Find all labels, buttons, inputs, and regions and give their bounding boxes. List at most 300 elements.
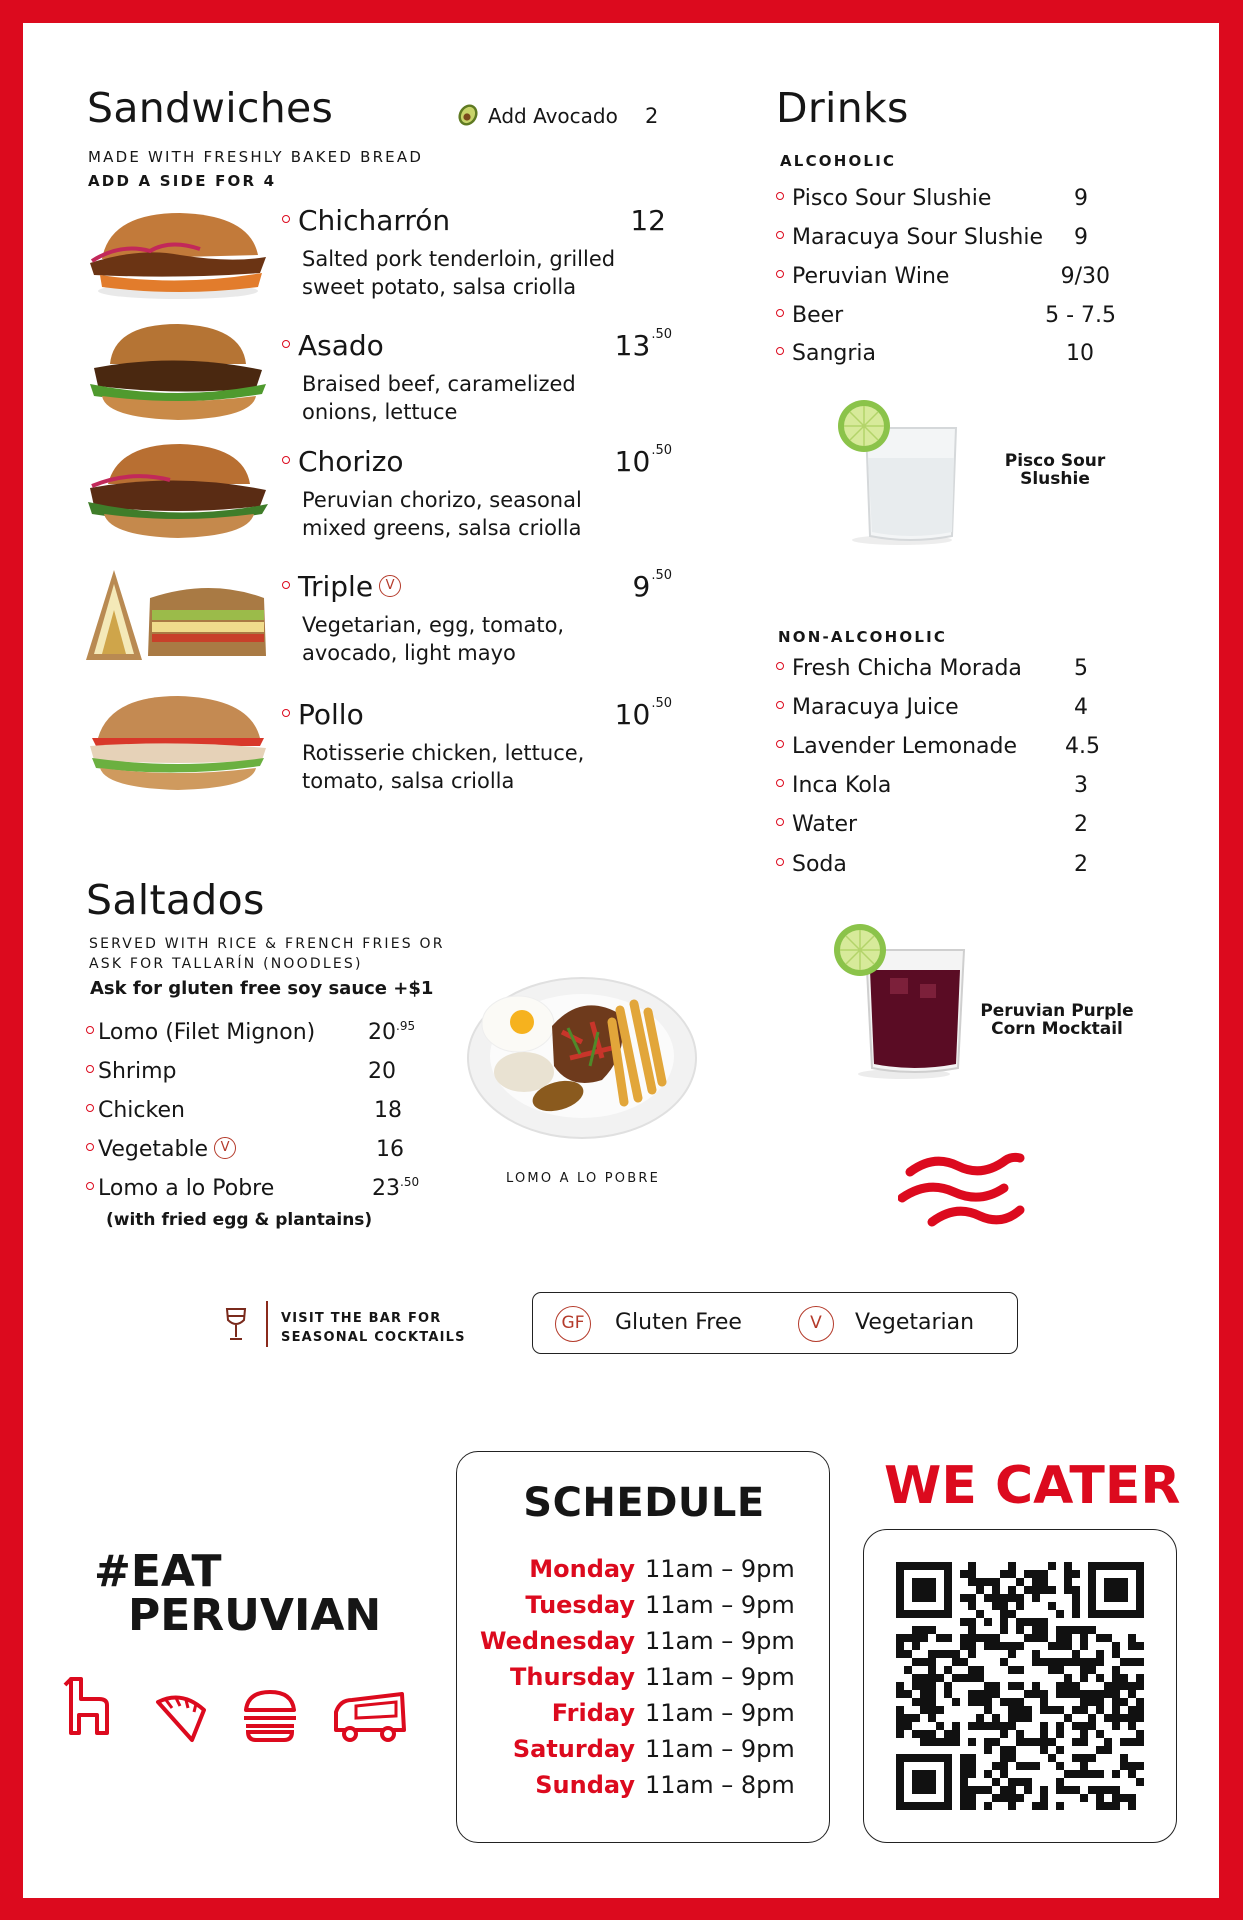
qr-module — [1016, 1762, 1024, 1770]
qr-module — [1024, 1706, 1032, 1714]
qr-module — [952, 1658, 960, 1666]
qr-module — [968, 1794, 976, 1802]
qr-module — [984, 1722, 992, 1730]
qr-module — [968, 1594, 976, 1602]
alcoholic-heading: ALCOHOLIC — [780, 152, 897, 170]
qr-module — [1040, 1578, 1048, 1586]
qr-module — [1032, 1634, 1040, 1642]
schedule-day: Sunday — [535, 1771, 635, 1799]
qr-module — [968, 1650, 976, 1658]
qr-module — [1104, 1802, 1112, 1810]
item-price — [632, 570, 672, 603]
bullet-icon — [776, 740, 784, 748]
qr-module — [1040, 1626, 1048, 1634]
qr-module — [1096, 1770, 1104, 1778]
qr-module — [1128, 1682, 1136, 1690]
item-name: Triple — [298, 570, 374, 603]
bullet-icon — [282, 340, 290, 348]
description-line: onions, lettuce — [302, 400, 458, 424]
qr-module — [968, 1690, 976, 1698]
bullet-icon — [776, 818, 784, 826]
qr-module — [1136, 1658, 1144, 1666]
qr-module — [936, 1706, 944, 1714]
add-avocado-label: Add Avocado — [488, 104, 618, 128]
qr-module — [968, 1722, 976, 1730]
price-cents: .50 — [400, 1175, 420, 1189]
qr-module — [1112, 1698, 1120, 1706]
qr-module — [1080, 1698, 1088, 1706]
qr-module — [928, 1690, 936, 1698]
qr-module — [1008, 1698, 1016, 1706]
qr-module — [896, 1642, 904, 1650]
qr-module — [952, 1730, 960, 1738]
sandwich-item-pollo — [282, 698, 682, 795]
drink-row — [776, 812, 1088, 842]
sandwich-item-chorizo — [282, 445, 682, 542]
qr-module — [1064, 1770, 1072, 1778]
qr-module — [904, 1690, 912, 1698]
qr-module — [1088, 1626, 1096, 1634]
qr-module — [928, 1738, 936, 1746]
qr-module — [1000, 1746, 1008, 1754]
saltado-name: Vegetable — [98, 1137, 209, 1162]
qr-module — [1072, 1658, 1080, 1666]
qr-module — [896, 1690, 904, 1698]
bullet-icon — [86, 1104, 94, 1112]
drink-name: Pisco Sour Slushie — [792, 186, 992, 211]
qr-module — [1024, 1618, 1032, 1626]
qr-module — [1040, 1730, 1048, 1738]
qr-module — [1024, 1586, 1032, 1594]
qr-module — [912, 1634, 920, 1642]
bullet-icon — [776, 270, 784, 278]
qr-module — [1032, 1618, 1040, 1626]
qr-module — [992, 1762, 1000, 1770]
lomo-photo-caption: LOMO A LO POBRE — [506, 1171, 660, 1186]
qr-module — [1072, 1770, 1080, 1778]
item-name: Chicharrón — [298, 204, 451, 237]
pollo-sandwich-photo — [80, 692, 272, 792]
qr-module — [1008, 1586, 1016, 1594]
qr-module — [1056, 1682, 1064, 1690]
qr-module — [904, 1650, 912, 1658]
qr-module — [1048, 1642, 1056, 1650]
qr-module — [968, 1570, 976, 1578]
schedule-day: Thursday — [510, 1663, 635, 1691]
qr-module — [1008, 1714, 1016, 1722]
qr-module — [1040, 1746, 1048, 1754]
qr-module — [992, 1778, 1000, 1786]
schedule-title: SCHEDULE — [523, 1480, 765, 1526]
qr-module — [976, 1610, 984, 1618]
qr-module — [960, 1658, 968, 1666]
qr-module — [952, 1674, 960, 1682]
qr-module — [968, 1666, 976, 1674]
qr-module — [1112, 1706, 1120, 1714]
qr-module — [960, 1634, 968, 1642]
qr-module — [968, 1618, 976, 1626]
qr-module — [1048, 1602, 1056, 1610]
qr-module — [1096, 1802, 1104, 1810]
qr-module — [1000, 1570, 1008, 1578]
qr-module — [912, 1658, 920, 1666]
qr-module — [1120, 1754, 1128, 1762]
qr-module — [1112, 1674, 1120, 1682]
qr-module — [1008, 1642, 1016, 1650]
qr-module — [984, 1578, 992, 1586]
qr-module — [1000, 1786, 1008, 1794]
qr-module — [1080, 1770, 1088, 1778]
qr-module — [920, 1738, 928, 1746]
schedule-time: 11am – 9pm — [645, 1735, 795, 1763]
qr-module — [1064, 1682, 1072, 1690]
qr-module — [1048, 1586, 1056, 1594]
qr-module — [1032, 1690, 1040, 1698]
qr-module — [928, 1730, 936, 1738]
qr-module — [1048, 1706, 1056, 1714]
schedule-row — [457, 1663, 831, 1695]
schedule-day: Monday — [529, 1555, 635, 1583]
drink-price: 4.5 — [1065, 734, 1100, 759]
qr-module — [1024, 1778, 1032, 1786]
triple-sandwich-photo — [80, 564, 272, 664]
qr-module — [1064, 1674, 1072, 1682]
qr-module — [1040, 1634, 1048, 1642]
qr-module — [1032, 1586, 1040, 1594]
qr-module — [912, 1674, 920, 1682]
qr-module — [1032, 1570, 1040, 1578]
vegetarian-icon: V — [214, 1137, 236, 1159]
qr-module — [1016, 1594, 1024, 1602]
sandwiches-title: Sandwiches — [87, 84, 334, 132]
qr-module — [1056, 1642, 1064, 1650]
qr-module — [1048, 1754, 1056, 1762]
bullet-icon — [86, 1026, 94, 1034]
qr-module — [976, 1578, 984, 1586]
qr-module — [1072, 1682, 1080, 1690]
qr-module — [1056, 1778, 1064, 1786]
qr-module — [976, 1666, 984, 1674]
drink-name: Inca Kola — [792, 773, 892, 798]
qr-module — [976, 1674, 984, 1682]
qr-module — [928, 1698, 936, 1706]
qr-module — [1064, 1658, 1072, 1666]
drink-row — [776, 852, 1088, 882]
qr-module — [1056, 1658, 1064, 1666]
qr-module — [920, 1634, 928, 1642]
qr-module — [976, 1690, 984, 1698]
description-line: mixed greens, salsa criolla — [302, 516, 582, 540]
qr-module — [1000, 1722, 1008, 1730]
qr-module — [1064, 1786, 1072, 1794]
qr-code-card[interactable] — [863, 1529, 1177, 1843]
bullet-icon — [776, 231, 784, 239]
schedule-row — [457, 1699, 831, 1731]
qr-module — [984, 1786, 992, 1794]
qr-module — [1016, 1730, 1024, 1738]
qr-module — [1008, 1594, 1016, 1602]
caption-line: Corn Mocktail — [991, 1019, 1123, 1039]
qr-module — [1056, 1626, 1064, 1634]
saltado-price — [376, 1137, 404, 1162]
qr-module — [984, 1682, 992, 1690]
hashtag-line: #EAT — [94, 1546, 222, 1597]
qr-module — [1000, 1730, 1008, 1738]
qr-module — [1008, 1650, 1016, 1658]
qr-module — [1040, 1586, 1048, 1594]
schedule-time: 11am – 9pm — [645, 1663, 795, 1691]
drink-price: 10 — [1066, 341, 1094, 366]
qr-module — [944, 1682, 952, 1690]
bullet-icon — [776, 192, 784, 200]
qr-module — [1056, 1746, 1064, 1754]
qr-module — [1112, 1650, 1120, 1658]
non-alcoholic-heading: NON-ALCOHOLIC — [778, 628, 948, 646]
qr-module — [968, 1578, 976, 1586]
qr-module — [984, 1642, 992, 1650]
qr-module — [968, 1602, 976, 1610]
qr-module — [912, 1642, 920, 1650]
qr-module — [920, 1658, 928, 1666]
qr-module — [1080, 1754, 1088, 1762]
qr-module — [1120, 1682, 1128, 1690]
qr-module — [1008, 1802, 1016, 1810]
saltado-row — [86, 1137, 426, 1167]
qr-module — [920, 1682, 928, 1690]
price-value: 12 — [630, 204, 666, 237]
qr-module — [1088, 1690, 1096, 1698]
pisco-sour-photo — [830, 398, 970, 548]
food-truck-icon — [332, 1688, 408, 1744]
price-cents: .50 — [651, 443, 672, 458]
saltados-title: Saltados — [86, 876, 265, 924]
qr-module — [920, 1690, 928, 1698]
qr-module — [1136, 1730, 1144, 1738]
drink-row — [776, 656, 1088, 686]
qr-module — [1112, 1802, 1120, 1810]
drink-row — [776, 341, 1094, 371]
qr-module — [1032, 1578, 1040, 1586]
qr-module — [1048, 1666, 1056, 1674]
qr-module — [968, 1674, 976, 1682]
schedule-row — [457, 1555, 831, 1587]
qr-module — [1008, 1746, 1016, 1754]
drink-price: 2 — [1074, 812, 1088, 837]
qr-module — [968, 1562, 976, 1570]
qr-module — [1072, 1690, 1080, 1698]
bullet-icon — [776, 779, 784, 787]
qr-module — [1000, 1658, 1008, 1666]
qr-module — [960, 1618, 968, 1626]
empanada-icon — [152, 1688, 210, 1746]
item-price — [615, 445, 672, 478]
gluten-free-label: Gluten Free — [615, 1310, 742, 1335]
qr-module — [960, 1770, 968, 1778]
qr-module — [1040, 1698, 1048, 1706]
description-line: tomato, salsa criolla — [302, 769, 515, 793]
qr-module — [1040, 1802, 1048, 1810]
avocado-icon — [455, 101, 481, 127]
qr-module — [1000, 1610, 1008, 1618]
qr-module — [904, 1634, 912, 1642]
price-value: 10 — [614, 445, 651, 478]
saltados-subtitle: SERVED WITH RICE & FRENCH FRIES OR — [89, 936, 445, 952]
qr-module — [1080, 1730, 1088, 1738]
drink-price: 9 — [1074, 225, 1088, 250]
qr-module — [936, 1738, 944, 1746]
qr-module — [1064, 1578, 1072, 1586]
qr-module — [904, 1722, 912, 1730]
schedule-row — [457, 1627, 831, 1659]
gluten-free-soy-note: Ask for gluten free soy sauce +$1 — [90, 978, 434, 999]
qr-module — [1080, 1794, 1088, 1802]
qr-module — [952, 1650, 960, 1658]
drink-name: Lavender Lemonade — [792, 734, 1017, 759]
saltado-row — [86, 1020, 426, 1050]
asado-sandwich-photo — [80, 322, 272, 422]
qr-module — [944, 1650, 952, 1658]
item-name: Pollo — [298, 698, 364, 731]
qr-module — [1072, 1594, 1080, 1602]
qr-module — [1056, 1690, 1064, 1698]
qr-module — [968, 1762, 976, 1770]
qr-module — [1096, 1698, 1104, 1706]
qr-module — [1016, 1738, 1024, 1746]
item-name: Chorizo — [298, 445, 404, 478]
drink-price: 3 — [1074, 773, 1088, 798]
qr-module — [944, 1690, 952, 1698]
qr-module — [1136, 1778, 1144, 1786]
qr-module — [1016, 1698, 1024, 1706]
qr-module — [1128, 1722, 1136, 1730]
drink-row — [776, 734, 1100, 764]
qr-module — [1136, 1714, 1144, 1722]
qr-module — [1016, 1666, 1024, 1674]
qr-module — [1024, 1762, 1032, 1770]
qr-module — [1088, 1658, 1096, 1666]
qr-module — [1008, 1722, 1016, 1730]
qr-module — [1088, 1698, 1096, 1706]
qr-module — [1080, 1706, 1088, 1714]
qr-module — [1136, 1762, 1144, 1770]
qr-module — [1128, 1738, 1136, 1746]
qr-module — [992, 1738, 1000, 1746]
qr-module — [936, 1674, 944, 1682]
qr-module — [1112, 1690, 1120, 1698]
qr-module — [928, 1666, 936, 1674]
qr-module — [1096, 1746, 1104, 1754]
qr-module — [976, 1634, 984, 1642]
qr-module — [944, 1634, 952, 1642]
qr-module — [1040, 1786, 1048, 1794]
drink-row — [776, 773, 1088, 803]
qr-module — [1024, 1786, 1032, 1794]
qr-module — [992, 1794, 1000, 1802]
qr-module — [1128, 1634, 1136, 1642]
qr-module — [1112, 1682, 1120, 1690]
qr-module — [1072, 1610, 1080, 1618]
chicha-morada-caption — [978, 1002, 1136, 1038]
price-value: 10 — [614, 698, 651, 731]
qr-module — [976, 1714, 984, 1722]
qr-code[interactable] — [896, 1562, 1144, 1810]
qr-module — [1008, 1786, 1016, 1794]
bullet-icon — [776, 347, 784, 355]
qr-module — [1104, 1690, 1112, 1698]
qr-module — [1024, 1570, 1032, 1578]
qr-module — [928, 1674, 936, 1682]
saltado-price — [374, 1098, 402, 1123]
qr-module — [992, 1642, 1000, 1650]
qr-module — [904, 1714, 912, 1722]
description-line: Salted pork tenderloin, grilled — [302, 247, 616, 271]
qr-module — [984, 1698, 992, 1706]
qr-module — [920, 1730, 928, 1738]
sandwiches-side-note: ADD A SIDE FOR 4 — [88, 172, 277, 190]
qr-module — [992, 1722, 1000, 1730]
qr-module — [1080, 1642, 1088, 1650]
qr-module — [1000, 1794, 1008, 1802]
qr-module — [1016, 1626, 1024, 1634]
qr-module — [1096, 1634, 1104, 1642]
bullet-icon — [282, 215, 290, 223]
qr-module — [1120, 1738, 1128, 1746]
qr-module — [1008, 1666, 1016, 1674]
qr-module — [984, 1594, 992, 1602]
qr-module — [968, 1802, 976, 1810]
qr-module — [1016, 1706, 1024, 1714]
qr-module — [928, 1682, 936, 1690]
qr-module — [1072, 1738, 1080, 1746]
qr-module — [944, 1738, 952, 1746]
qr-module — [1136, 1674, 1144, 1682]
schedule-day: Saturday — [512, 1735, 635, 1763]
drink-row — [776, 186, 1088, 216]
schedule-time: 11am – 9pm — [645, 1591, 795, 1619]
qr-module — [1016, 1618, 1024, 1626]
qr-module — [960, 1674, 968, 1682]
qr-module — [1032, 1762, 1040, 1770]
qr-module — [1128, 1762, 1136, 1770]
qr-module — [1064, 1570, 1072, 1578]
saltado-name: Lomo (Filet Mignon) — [98, 1020, 316, 1045]
qr-module — [1112, 1722, 1120, 1730]
qr-module — [1072, 1754, 1080, 1762]
qr-module — [984, 1738, 992, 1746]
qr-module — [1104, 1714, 1112, 1722]
vegetarian-icon: V — [379, 575, 401, 597]
item-name: Asado — [298, 329, 384, 362]
qr-module — [1104, 1738, 1112, 1746]
qr-module — [1136, 1642, 1144, 1650]
qr-module — [1112, 1794, 1120, 1802]
qr-module — [896, 1650, 904, 1658]
qr-module — [1064, 1642, 1072, 1650]
qr-module — [1128, 1706, 1136, 1714]
schedule-time: 11am – 9pm — [645, 1627, 795, 1655]
qr-finder — [912, 1770, 936, 1794]
qr-module — [992, 1602, 1000, 1610]
qr-module — [1000, 1642, 1008, 1650]
qr-module — [952, 1722, 960, 1730]
qr-module — [960, 1594, 968, 1602]
qr-module — [1104, 1682, 1112, 1690]
qr-module — [1000, 1762, 1008, 1770]
sandwich-item-asado — [282, 329, 682, 426]
drink-price: 4 — [1074, 695, 1088, 720]
item-price — [615, 698, 672, 731]
bullet-icon — [282, 581, 290, 589]
